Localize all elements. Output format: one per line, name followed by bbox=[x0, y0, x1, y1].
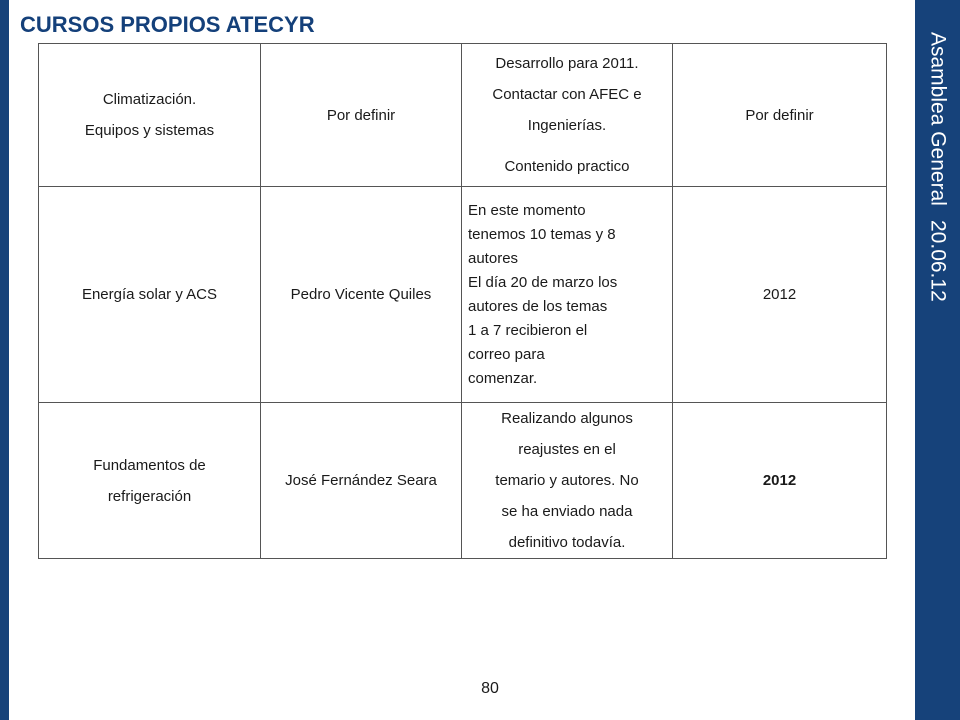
year-cell: 2012 bbox=[673, 187, 887, 403]
course-name-line: Equipos y sistemas bbox=[84, 122, 215, 139]
coordinator-cell: José Fernández Seara bbox=[261, 403, 462, 559]
courses-table bbox=[38, 43, 887, 559]
coordinator-cell: Pedro Vicente Quiles bbox=[261, 187, 462, 403]
status-extra: Contenido practico bbox=[504, 158, 630, 175]
status-line: Desarrollo para 2011. bbox=[495, 55, 639, 72]
left-accent-bar bbox=[0, 0, 9, 720]
status-line: definitivo todavía. bbox=[508, 534, 626, 551]
status-line: El día 20 de marzo los bbox=[468, 273, 618, 291]
status-line: reajustes en el bbox=[518, 441, 616, 458]
page-number: 80 bbox=[481, 680, 499, 697]
status-line: autores bbox=[468, 249, 519, 267]
side-label-date: 20.06.12 bbox=[926, 219, 950, 302]
course-name-cell bbox=[39, 44, 261, 187]
table-row bbox=[39, 403, 887, 559]
status-line: correo para bbox=[468, 345, 545, 363]
course-name-cell bbox=[39, 403, 261, 559]
status-line: temario y autores. No bbox=[495, 472, 639, 489]
side-label-event: Asamblea General bbox=[926, 32, 950, 206]
side-band bbox=[915, 0, 960, 720]
status-line: 1 a 7 recibieron el bbox=[468, 321, 588, 339]
side-label bbox=[915, 0, 960, 720]
course-name-cell: Energía solar y ACS bbox=[39, 187, 261, 403]
status-cell bbox=[462, 403, 673, 559]
status-line: se ha enviado nada bbox=[501, 503, 633, 520]
table-row bbox=[39, 44, 887, 187]
status-line: Ingenierías. bbox=[527, 117, 607, 134]
year-cell: 2012 bbox=[673, 403, 887, 559]
course-name-line: Fundamentos de bbox=[93, 456, 206, 474]
status-line: autores de los temas bbox=[468, 297, 608, 315]
status-line: tenemos 10 temas y 8 bbox=[468, 225, 616, 243]
status-line: Realizando algunos bbox=[501, 410, 633, 427]
slide-title: CURSOS PROPIOS ATECYR bbox=[20, 12, 315, 37]
status-cell bbox=[462, 187, 673, 403]
table-row bbox=[39, 187, 887, 403]
status-line: comenzar. bbox=[468, 369, 538, 387]
status-cell bbox=[462, 44, 673, 187]
status-line: En este momento bbox=[468, 201, 586, 219]
year-cell: Por definir bbox=[673, 44, 887, 187]
coordinator-cell: Por definir bbox=[261, 44, 462, 187]
course-name-line: refrigeración bbox=[107, 487, 192, 505]
status-line: Contactar con AFEC e bbox=[492, 86, 642, 103]
course-name-line: Climatización. bbox=[102, 91, 197, 108]
